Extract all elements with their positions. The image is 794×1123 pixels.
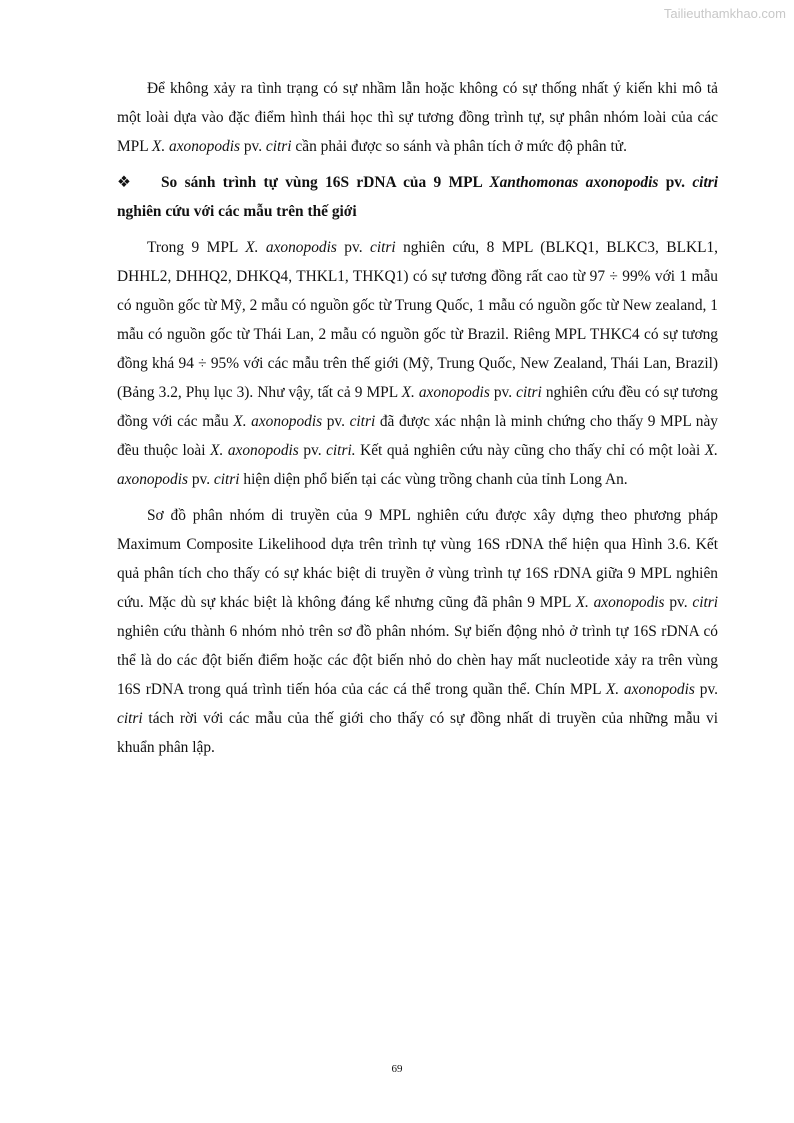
page-number: 69: [391, 1063, 403, 1075]
section-heading-text: [117, 174, 718, 220]
italic-run: citri: [265, 138, 292, 155]
italic-run: citri: [370, 239, 396, 256]
text-run: So sánh trình tự vùng 16S rDNA của 9 MPL: [161, 174, 490, 191]
italic-run: X. axonopodis: [210, 442, 299, 459]
italic-run: X. axonopodis: [575, 594, 665, 611]
italic-run: X. axonopodis: [233, 413, 323, 430]
text-run: nghiên cứu thành 6 nhóm nhỏ trên sơ đồ phân nhóm. Sự biến động nhỏ ở trình tự 16S rDNA có thể là do các đột biến điểm hoặc các đột biến nhỏ do chèn hay mất nucleotide xảy ra trên vùng 16S rDNA trong quá trình tiến hóa của các cá thể trong quần thể. Chín MPL: [117, 623, 718, 698]
italic-run: citri.: [326, 442, 356, 459]
italic-run: citri: [692, 594, 719, 611]
text-run: pv.: [298, 442, 327, 459]
italic-run: X. axonopodis: [117, 442, 718, 488]
text-run: pv.: [239, 138, 266, 155]
text-run: pv.: [664, 594, 693, 611]
italic-run: X. axonopodis: [245, 239, 337, 256]
text-run: đã được xác nhận là minh chứng cho thấy 9 MPL này đều thuộc loài: [117, 413, 718, 459]
italic-run: citri: [692, 174, 718, 191]
paragraph-similarity: [117, 233, 718, 494]
text-run: pv.: [322, 413, 350, 430]
italic-run: citri: [516, 384, 542, 401]
text-run: nghiên cứu, 8 MPL (BLKQ1, BLKC3, BLKL1, DHHL2, DHHQ2, DHKQ4, THKL1, THKQ1) có sự tương đồng rất cao từ 97 ÷ 99% với 1 mẫu có nguồn gốc từ Mỹ, 2 mẫu có nguồn gốc từ Trung Quốc, 1 mẫu có nguồn gốc từ New zealand, 1 mẫu có nguồn gốc từ Thái Lan, 2 mẫu có nguồn gốc từ Brazil. Riêng MPL THKC4 có sự tương đồng khá 94 ÷ 95% với các mẫu trên thế giới (Mỹ, Trung Quốc, New Zealand, Thái Lan, Brazil) (Bảng 3.2, Phụ lục 3). Như vậy, tất cả 9 MPL: [117, 239, 719, 401]
italic-run: citri: [349, 413, 376, 430]
text-run: pv.: [187, 471, 214, 488]
text-run: nghiên cứu đều có sự tương đồng với các mẫu: [117, 384, 718, 430]
paragraph-phylogeny: [117, 501, 718, 762]
section-heading: [117, 168, 718, 226]
text-run: Để không xảy ra tình trạng có sự nhầm lẫn hoặc không có sự thống nhất ý kiến khi mô tả một loài dựa vào đặc điểm hình thái học thì sự tương đồng trình tự, sự phân nhóm loài của các MPL: [117, 80, 718, 155]
diamond-bullet-icon: ❖: [117, 174, 131, 191]
document-body: [117, 74, 718, 762]
paragraph-intro: [117, 74, 718, 161]
italic-run: X. axonopodis: [605, 681, 695, 698]
text-run: pv.: [489, 384, 517, 401]
watermark: Tailieuthamkhao.com: [663, 6, 786, 21]
text-run: pv.: [336, 239, 370, 256]
text-run: Sơ đồ phân nhóm di truyền của 9 MPL nghiên cứu được xây dựng theo phương pháp Maximum Composite Likelihood dựa trên trình tự vùng 16S rDNA thể hiện qua Hình 3.6. Kết quả phân tích cho thấy có sự khác biệt di truyền ở vùng trình tự 16S rDNA giữa 9 MPL nghiên cứu. Mặc dù sự khác biệt là không đáng kể nhưng cũng đã phân 9 MPL: [117, 507, 718, 611]
text-run: pv.: [658, 174, 693, 191]
italic-run: X. axonopodis: [151, 138, 240, 155]
italic-run: citri: [117, 710, 143, 727]
text-run: nghiên cứu với các mẫu trên thế giới: [117, 203, 357, 220]
text-run: Kết quả nghiên cứu này cũng cho thấy chỉ có một loài: [355, 442, 705, 459]
text-run: pv.: [694, 681, 718, 698]
text-run: hiện diện phổ biến tại các vùng trồng chanh của tỉnh Long An.: [239, 471, 628, 488]
text-run: tách rời với các mẫu của thế giới cho thấy có sự đồng nhất di truyền của những mẫu vi khuẩn phân lập.: [117, 710, 718, 756]
italic-run: Xanthomonas axonopodis: [489, 174, 659, 191]
italic-run: X. axonopodis: [401, 384, 490, 401]
text-run: Trong 9 MPL: [147, 239, 246, 256]
italic-run: citri: [213, 471, 240, 488]
text-run: cần phải được so sánh và phân tích ở mức độ phân tử.: [291, 138, 627, 155]
